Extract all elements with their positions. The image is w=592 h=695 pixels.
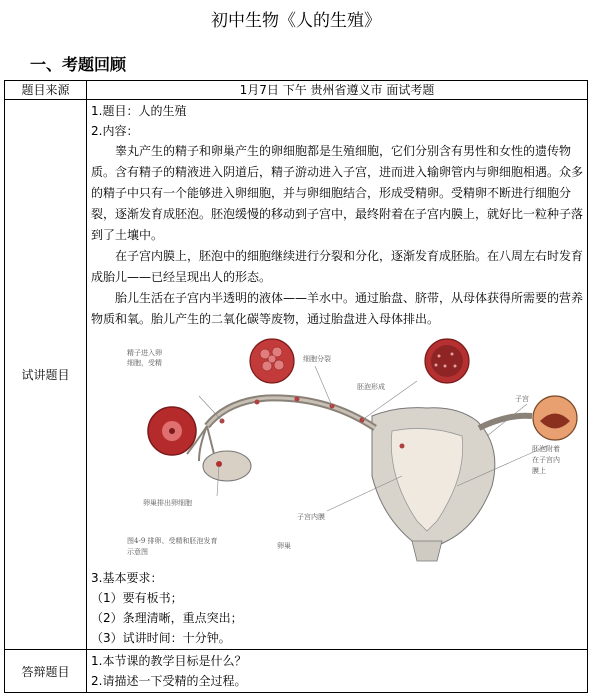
content-paragraph-3: 胎儿生活在子宫内半透明的液体——羊水中。通过胎盘、脐带，从母体获得所需要的营养物质和氧。胎儿产生的二氧化碳等废物，通过胎盘进入母体排出。: [91, 291, 584, 326]
trial-topic: 1.题目：人的生殖: [91, 104, 187, 118]
section-heading: 一、考题回顾: [30, 55, 127, 74]
trial-row: [5, 100, 588, 650]
exam-table: [4, 80, 588, 693]
content-paragraph-2: 在子宫内膜上，胚泡中的细胞继续进行分裂和分化，逐渐发育成胚胎。在八周左右时发育成胎儿——已经呈现出人的形态。: [91, 249, 584, 284]
defense-label: 答辩题目: [5, 650, 87, 693]
label-cell-division: 细胞分裂: [303, 355, 331, 363]
label-ovary-release: 卵巢排出卵细胞: [143, 499, 192, 507]
label-attach: 胚泡附着 在子宫内 膜上: [532, 445, 560, 475]
label-sperm-enter: 精子进入卵 细胞，受精: [127, 349, 162, 367]
label-uterus: 子宫: [515, 395, 529, 403]
reproduction-illustration: [127, 336, 587, 562]
label-endometrium: 子宫内膜: [297, 513, 325, 521]
requirement-item: （1）要有板书；: [91, 591, 183, 605]
document-title: 初中生物《人的生殖》: [211, 11, 381, 31]
defense-row: [5, 650, 588, 693]
requirement-item: （2）条理清晰，重点突出；: [91, 611, 243, 625]
figure-caption: 图4-9 排卵、受精和胚泡发育 示意图: [127, 537, 218, 556]
trial-content: [87, 100, 588, 650]
source-row: [5, 81, 588, 100]
trial-label: 试讲题目: [5, 100, 87, 650]
fertilization-diagram: [127, 336, 587, 562]
content-heading: 2.内容：: [91, 124, 139, 138]
label-ovary: 卵巢: [277, 542, 291, 550]
source-value: 1月7日 下午 贵州省遵义市 面试考题: [87, 81, 588, 100]
defense-content: [87, 650, 588, 693]
requirement-item: （3）试讲时间：十分钟。: [91, 631, 231, 645]
requirements-heading: 3.基本要求：: [91, 571, 163, 585]
source-label: 题目来源: [5, 81, 87, 100]
label-blastocyst-forming: 胚泡形成: [357, 383, 385, 391]
defense-question: 2.请描述一下受精的全过程。: [91, 674, 247, 688]
content-paragraph-1: 睾丸产生的精子和卵巢产生的卵细胞都是生殖细胞，它们分别含有男性和女性的遗传物质。含有精子的精液进入阴道后，精子游动进入子宫，进而进入输卵管内与卵细胞相遇。众多的精子中只有一个能够进入卵细胞，并与卵细胞结合，形成受精卵。受精卵不断进行细胞分裂，逐渐发育成胚泡。胚泡缓慢的移动到子宫中，最终附着在子宫内膜上，就好比一粒种子落到了土壤中。: [91, 144, 584, 242]
defense-question: 1.本节课的教学目标是什么？: [91, 654, 247, 668]
